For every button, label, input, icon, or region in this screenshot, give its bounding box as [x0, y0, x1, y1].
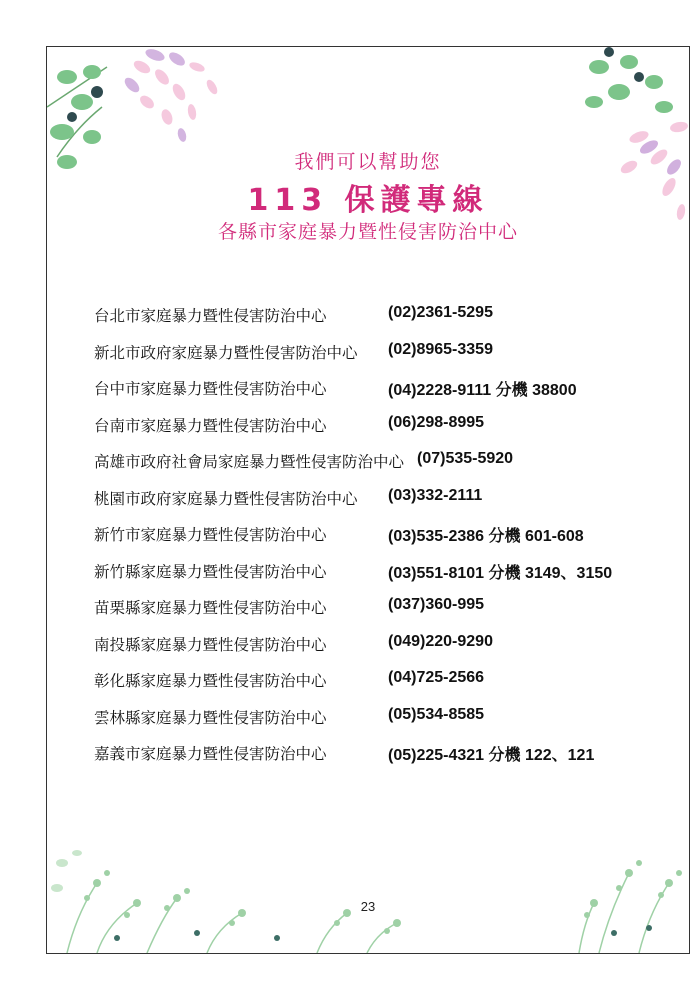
center-phone: (05)225-4321 分機 122、121	[388, 747, 595, 764]
floral-decoration-bottom-right	[569, 833, 689, 953]
center-name: 新竹縣家庭暴力暨性侵害防治中心	[94, 562, 327, 581]
floral-decoration-bottom-left	[47, 843, 447, 953]
list-item	[94, 371, 684, 408]
list-item	[94, 408, 684, 445]
center-name: 台北市家庭暴力暨性侵害防治中心	[94, 307, 327, 325]
list-item	[94, 663, 684, 700]
list-item	[94, 444, 684, 481]
center-list	[94, 298, 684, 773]
center-name: 新北市政府家庭暴力暨性侵害防治中心	[94, 343, 358, 362]
center-phone: (04)725-2566	[388, 669, 485, 686]
center-phone: (03)551-8101 分機 3149、3150	[388, 564, 613, 582]
center-phone: (06)298-8995	[388, 413, 485, 431]
header-hotline-title: 113 保護專線	[247, 183, 489, 218]
list-item	[94, 517, 684, 554]
center-name: 南投縣家庭暴力暨性侵害防治中心	[94, 635, 327, 654]
center-phone: (07)535-5920	[417, 450, 514, 467]
header-subtitle: 各縣市家庭暴力暨性侵害防治中心	[217, 221, 518, 243]
list-item	[94, 627, 684, 664]
page-frame	[46, 46, 690, 954]
center-name: 新竹市家庭暴力暨性侵害防治中心	[94, 526, 327, 544]
list-item	[94, 335, 684, 372]
center-phone: (03)332-2111	[388, 486, 483, 504]
center-name: 桃園市政府家庭暴力暨性侵害防治中心	[94, 489, 358, 508]
center-phone: (037)360-995	[388, 596, 485, 613]
center-name: 苗栗縣家庭暴力暨性侵害防治中心	[94, 599, 327, 617]
header-tagline: 我們可以幫助您	[294, 151, 442, 173]
center-name: 雲林縣家庭暴力暨性侵害防治中心	[94, 708, 327, 727]
center-phone: (05)534-8585	[388, 705, 485, 723]
list-item	[94, 736, 684, 773]
center-phone: (02)8965-3359	[388, 340, 493, 358]
center-phone: (04)2228-9111 分機 38800	[388, 382, 577, 399]
center-phone: (02)2361-5295	[388, 304, 493, 321]
page-number: 23	[360, 899, 376, 914]
center-name: 嘉義市家庭暴力暨性侵害防治中心	[94, 745, 327, 763]
center-name: 彰化縣家庭暴力暨性侵害防治中心	[94, 672, 327, 690]
center-name: 台南市家庭暴力暨性侵害防治中心	[94, 416, 327, 435]
center-name: 高雄市政府社會局家庭暴力暨性侵害防治中心	[94, 453, 405, 471]
list-item	[94, 554, 684, 591]
center-phone: (03)535-2386 分機 601-608	[388, 528, 584, 545]
center-name: 台中市家庭暴力暨性侵害防治中心	[94, 380, 327, 398]
list-item	[94, 700, 684, 737]
list-item	[94, 298, 684, 335]
list-item	[94, 590, 684, 627]
center-phone: (049)220-9290	[388, 632, 493, 650]
list-item	[94, 481, 684, 518]
